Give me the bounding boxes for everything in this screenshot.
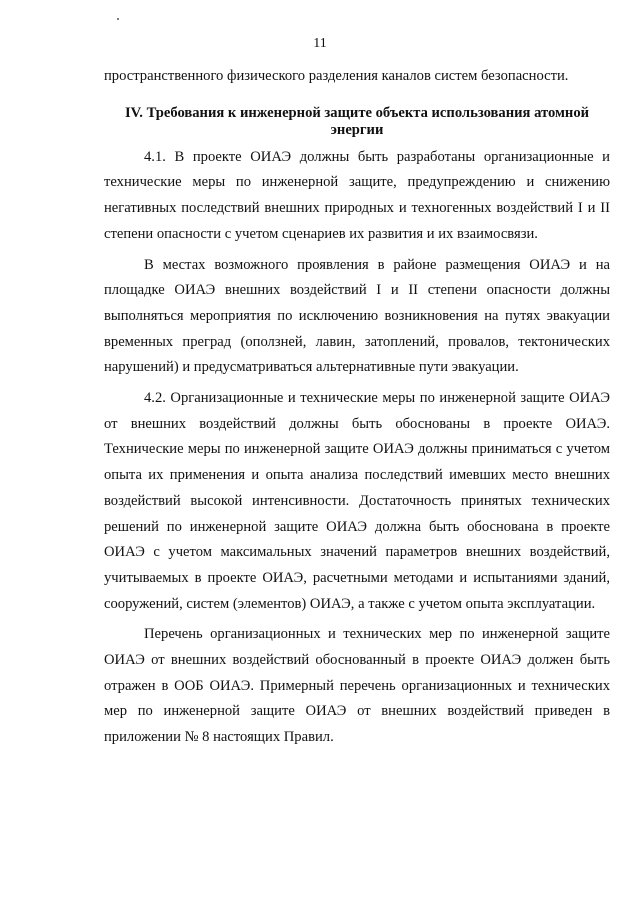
paragraph-4-1: 4.1. В проекте ОИАЭ должны быть разработаны организационные и технические меры по инженерной защите, предупреждению и снижению негативных последствий внешних природных и техногенных воздействий I и II степени опасности с учетом сценариев их развития и их взаимосвязи. bbox=[104, 148, 610, 242]
paragraph-4-2: 4.2. Организационные и технические меры по инженерной защите ОИАЭ от внешних воздействий должны быть обоснованы в проекте ОИАЭ. Технические меры по инженерной защите ОИАЭ должны приниматься с учетом опыта их применения и опыта анализа последствий имевших место внешних воздействий высокой интенсивности. Достаточность принятых технических решений по инженерной защите ОИАЭ должна быть обоснована в проекте ОИАЭ с учетом максимальных значений параметров внешних воздействий, учитываемых в проекте ОИАЭ, расчетными методами и испытаниями зданий, сооружений, систем (элементов) ОИАЭ, а также с учетом опыта эксплуатации. bbox=[104, 390, 610, 612]
paragraph-evacuation: В местах возможного проявления в районе размещения ОИАЭ и на площадке ОИАЭ внешних воздействий I и II степени опасности должны выполняться мероприятия по исключению возникновения на путях эвакуации временных преград (оползней, лавин, затоплений, провалов, тектонических нарушений) и предусматриваться альтернативные пути эвакуации. bbox=[104, 256, 610, 376]
paragraph-measures-list: Перечень организационных и технических мер по инженерной защите ОИАЭ от внешних воздействий обоснованный в проекте ОИАЭ должен быть отражен в ООБ ОИАЭ. Примерный перечень организационных и технических мер по инженерной защите ОИАЭ от внешних воздействий приведен в приложении № 8 настоящих Правил. bbox=[104, 626, 610, 746]
scan-speck bbox=[117, 18, 119, 20]
page-number: 11 bbox=[313, 36, 327, 51]
section-heading: IV. Требования к инженерной защите объекта использования атомной энергии bbox=[124, 104, 590, 138]
continuation-paragraph: пространственного физического разделения каналов систем безопасности. bbox=[104, 68, 569, 84]
document-body bbox=[104, 64, 610, 751]
